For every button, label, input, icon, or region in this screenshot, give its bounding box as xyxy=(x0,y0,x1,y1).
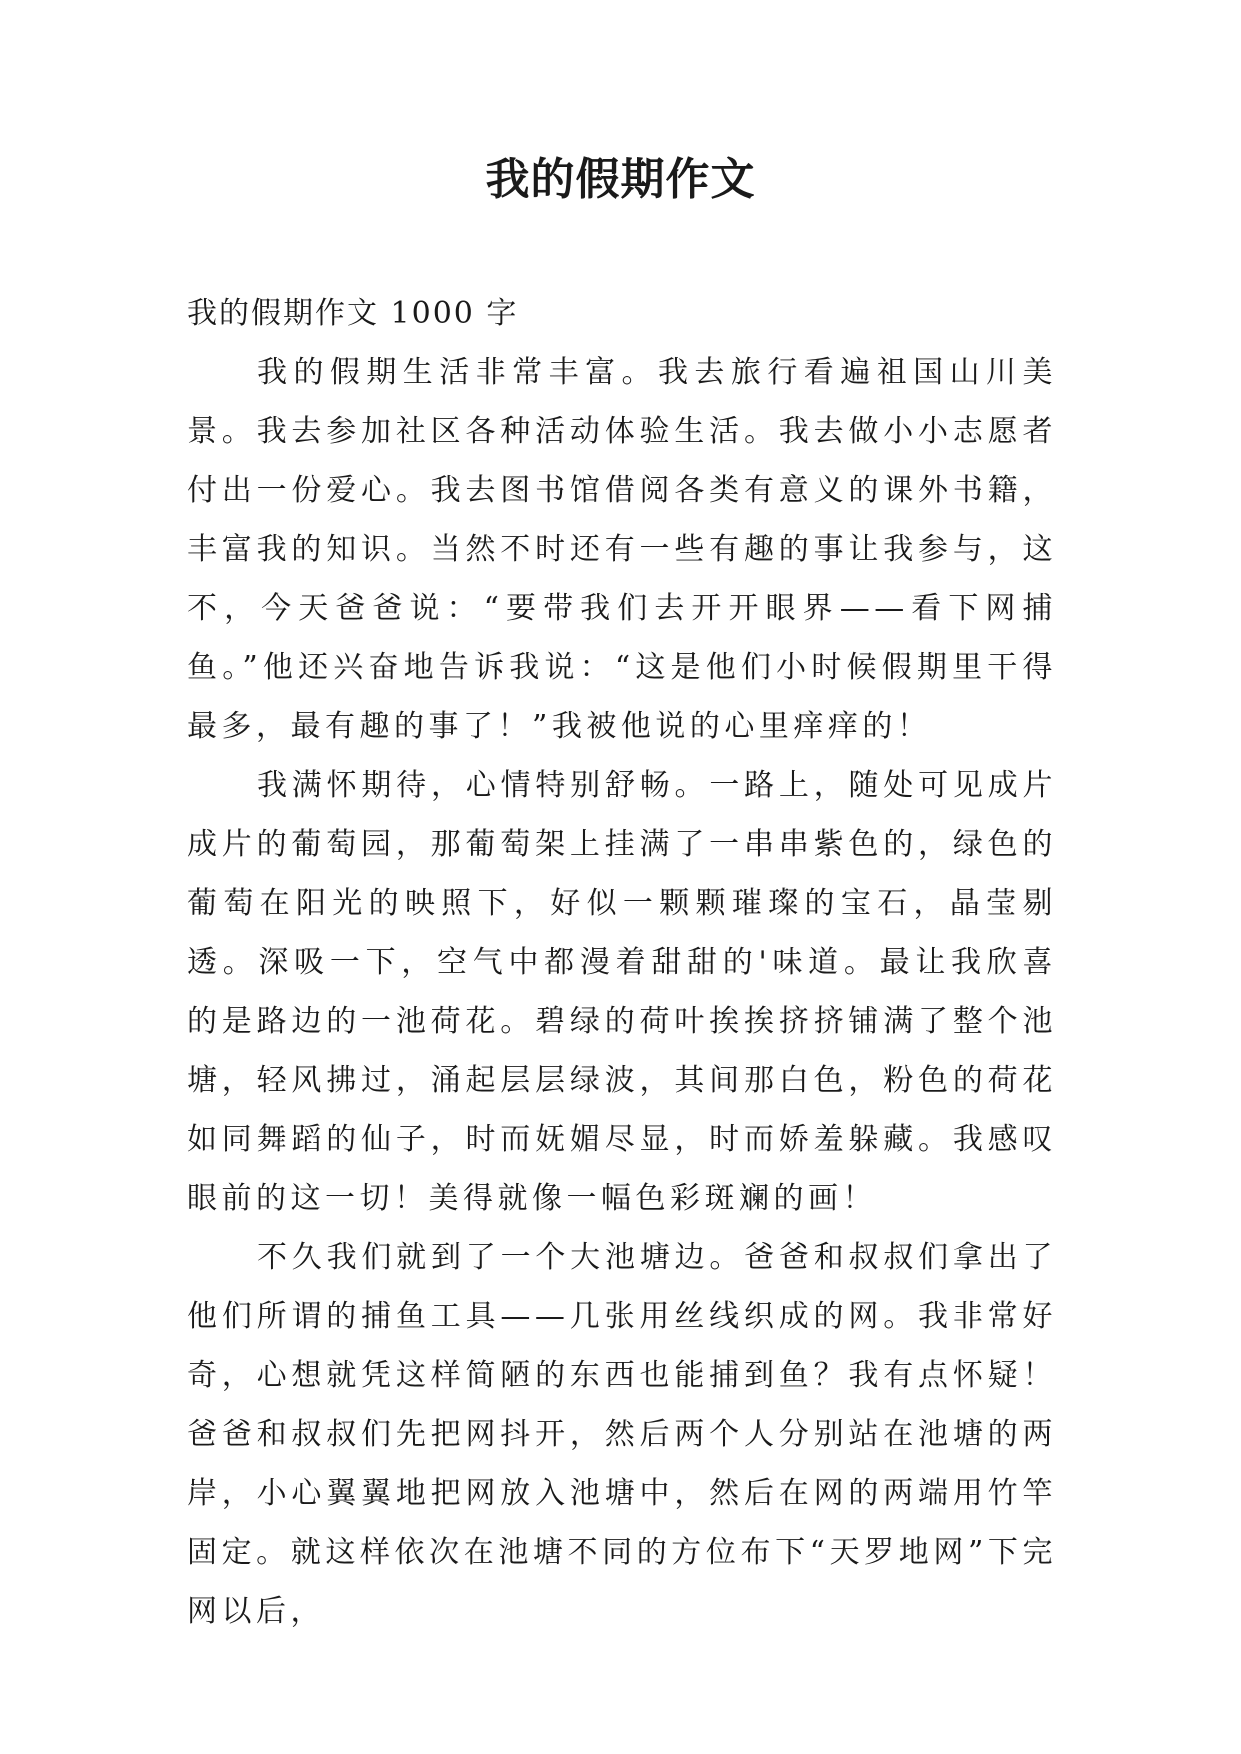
document-subtitle: 我的假期作文 1000 字 xyxy=(187,296,519,331)
document-title: 我的假期作文 xyxy=(485,154,756,205)
paragraph-2: 我满怀期待，心情特别舒畅。一路上，随处可见成片成片的葡萄园，那葡萄架上挂满了一串串紫色的，绿色的葡萄在阳光的映照下，好似一颗颗璀璨的宝石，晶莹剔透。深吸一下，空气中都漫着甜甜的'味道。最让我欣喜的是路边的一池荷花。碧绿的荷叶挨挨挤挤铺满了整个池塘，轻风拂过，涌起层层绿波，其间那白色，粉色的荷花如同舞蹈的仙子，时而妩媚尽显，时而娇羞躲藏。我感叹眼前的这一切！美得就像一幅色彩斑斓的画！ xyxy=(187,768,1057,1216)
document-body xyxy=(187,284,1057,1641)
paragraph-3: 不久我们就到了一个大池塘边。爸爸和叔叔们拿出了他们所谓的捕鱼工具——几张用丝线织成的网。我非常好奇，心想就凭这样简陋的东西也能捕到鱼？我有点怀疑！爸爸和叔叔们先把网抖开，然后两个人分别站在池塘的两岸，小心翼翼地把网放入池塘中，然后在网的两端用竹竿固定。就这样依次在池塘不同的方位布下“天罗地网”下完网以后， xyxy=(187,1240,1057,1629)
paragraph-1: 我的假期生活非常丰富。我去旅行看遍祖国山川美景。我去参加社区各种活动体验生活。我去做小小志愿者付出一份爱心。我去图书馆借阅各类有意义的课外书籍，丰富我的知识。当然不时还有一些有趣的事让我参与，这不，今天爸爸说：“要带我们去开开眼界——看下网捕鱼。”他还兴奋地告诉我说：“这是他们小时候假期里干得最多，最有趣的事了！”我被他说的心里痒痒的！ xyxy=(187,355,1057,744)
